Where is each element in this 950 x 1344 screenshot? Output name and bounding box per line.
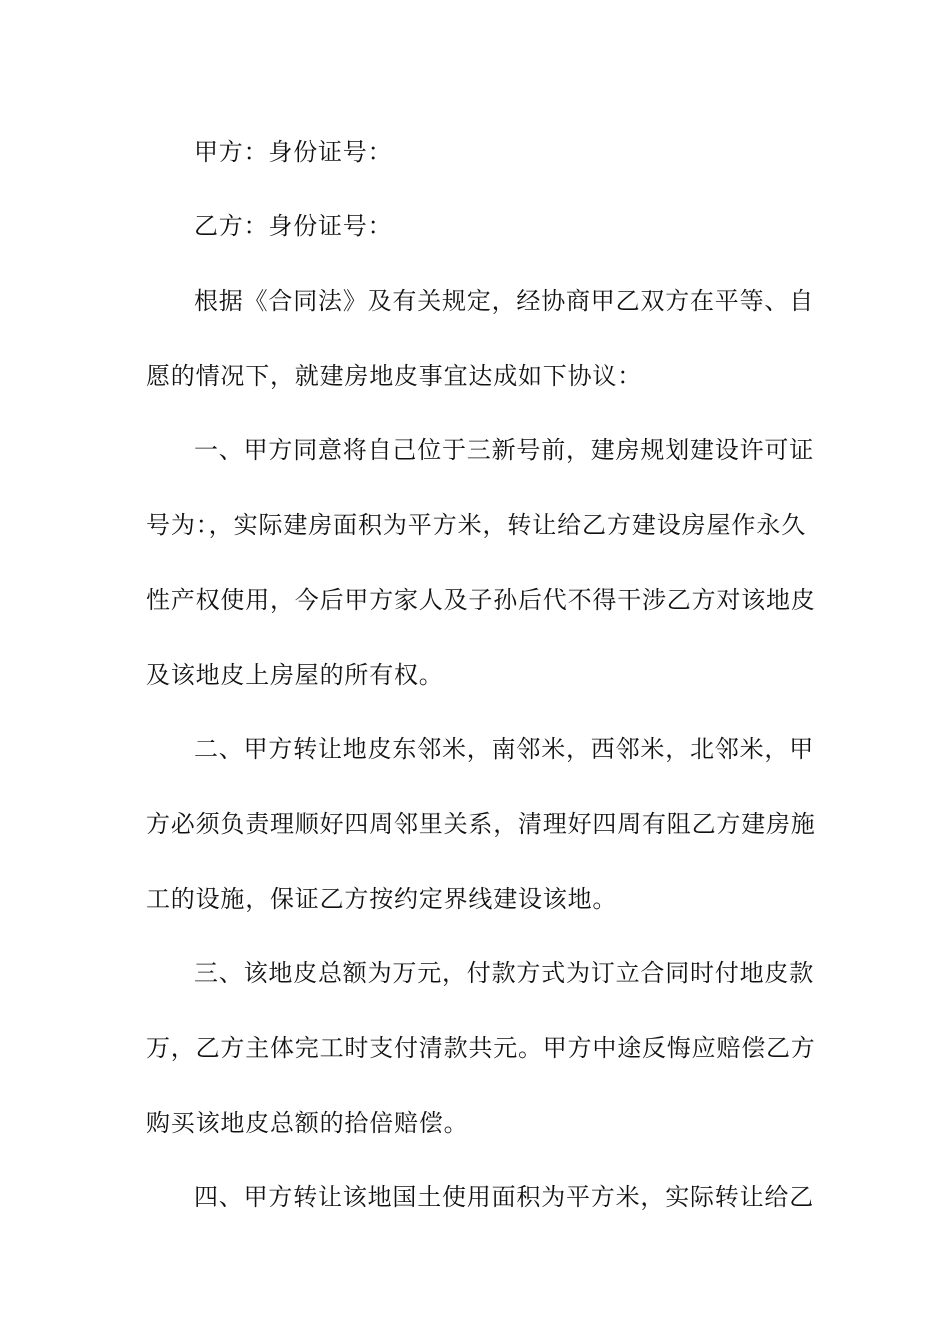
preamble-line-2: 愿的情况下，就建房地皮事宜达成如下协议： [146, 362, 642, 390]
clause-1-line-3: 性产权使用，今后甲方家人及子孙后代不得干涉乙方对该地皮 [146, 586, 816, 614]
clause-2-line-2: 方必须负责理顺好四周邻里关系，清理好四周有阻乙方建房施 [146, 810, 816, 838]
clause-3-line-1: 三、该地皮总额为万元，付款方式为订立合同时付地皮款 [194, 959, 814, 987]
clause-4-line-1: 四、甲方转让该地国土使用面积为平方米，实际转让给乙 [194, 1183, 814, 1211]
clause-3-line-3: 购买该地皮总额的拾倍赔偿。 [146, 1109, 469, 1137]
clause-1-line-1: 一、甲方同意将自己位于三新号前，建房规划建设许可证 [194, 436, 814, 464]
clause-1-line-2: 号为：，实际建房面积为平方米，转让给乙方建设房屋作永久 [146, 511, 806, 539]
clause-1-line-4: 及该地皮上房屋的所有权。 [146, 661, 444, 689]
clause-3-line-2: 万，乙方主体完工时支付清款共元。甲方中途反悔应赔偿乙方 [146, 1034, 816, 1062]
clause-2-line-3: 工的设施，保证乙方按约定界线建设该地。 [146, 885, 618, 913]
preamble-line-1: 根据《合同法》及有关规定，经协商甲乙双方在平等、自 [194, 287, 814, 315]
clause-2-line-1: 二、甲方转让地皮东邻米，南邻米，西邻米，北邻米，甲 [194, 735, 814, 763]
party-b-line: 乙方：身份证号： [194, 212, 393, 240]
party-a-line: 甲方：身份证号： [194, 138, 393, 166]
